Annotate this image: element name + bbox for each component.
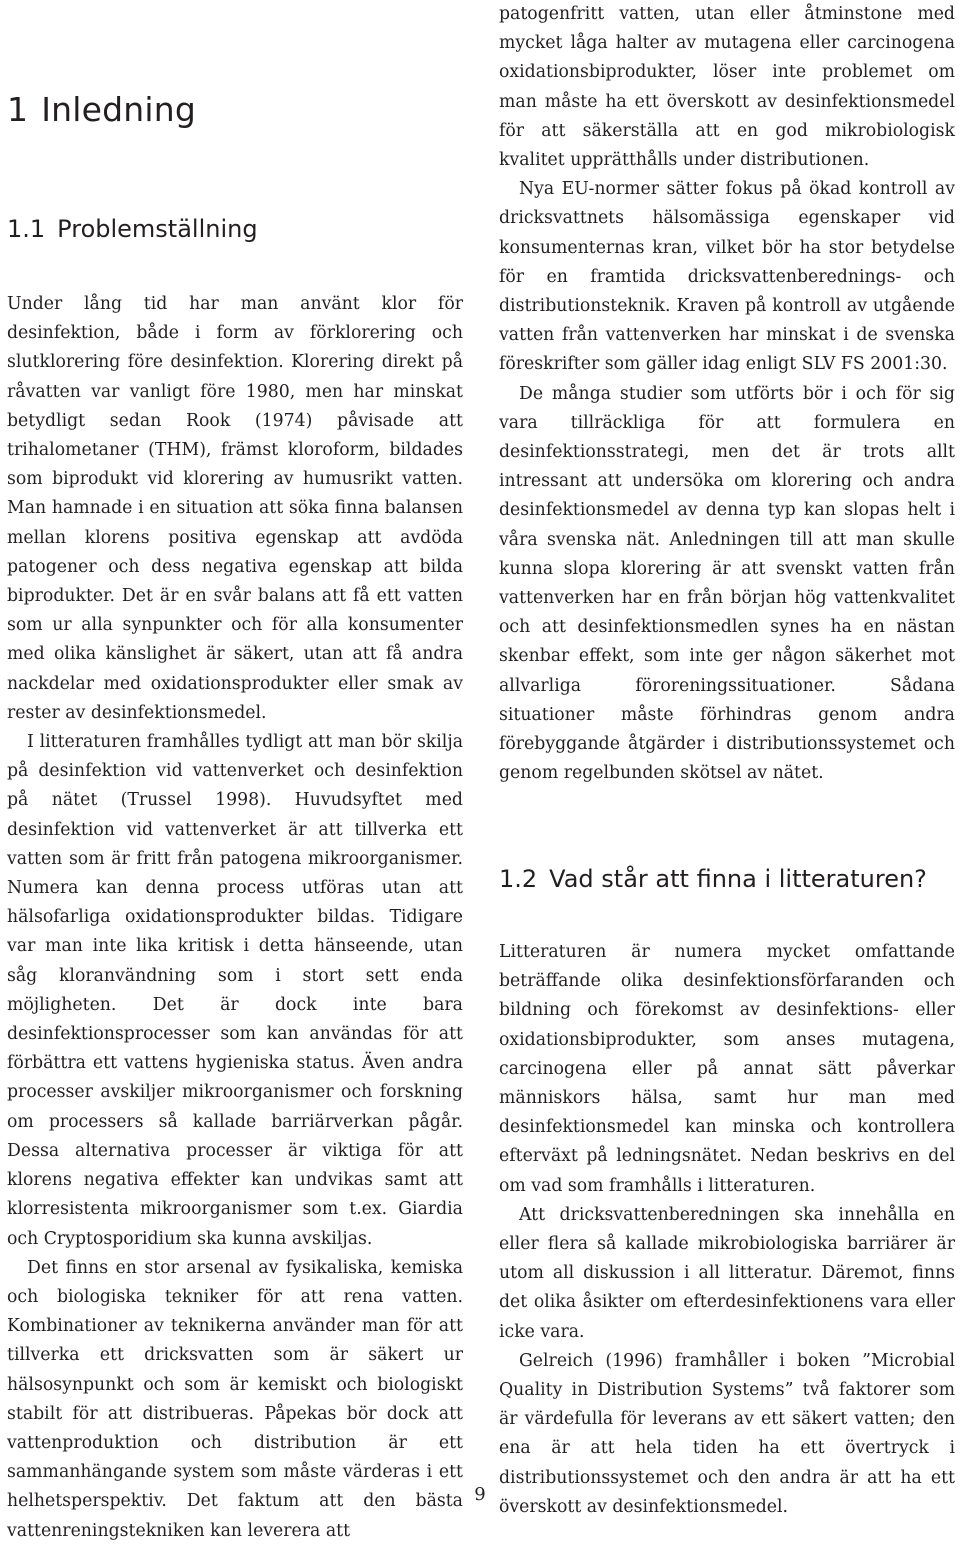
section-title: Problemställning — [57, 215, 258, 243]
body-paragraph: Litteraturen är numera mycket omfattande beträffande olika desinfektionsförfaranden och bildning och förekomst av desinfektions- eller oxidationsbiprodukter, som anses mutagena, carcinogena eller på annat sätt påverkar människors hälsa, samt hur man med desinfektionsmedel kan minska och kontrollera efterväxt på ledningsnätet. Nedan beskrivs en del om vad som framhålls i litteraturen. — [499, 942, 955, 1196]
body-paragraph: Det finns en stor arsenal av fysikaliska, kemiska och biologiska tekniker för att rena vatten. Kombinationer av teknikerna använder man för att tillverka ett dricksvatten som är säkert ur hälsosynpunkt och som är kemiskt och biologiskt stabilt för att distribueras. Påpekas bör dock att vattenproduktion och distribution är ett sammanhängande system som måste värderas i ett helhetsperspektiv. Det faktum att den bästa vattenreningstekniken kan leverera att — [7, 1257, 463, 1541]
section-title: Vad står att finna i litteraturen? — [549, 865, 927, 893]
section-number: 1.1 — [7, 215, 46, 243]
body-paragraph: Nya EU-normer sätter fokus på ökad kontroll av dricksvattnets hälsomässiga egenskaper vid konsumenternas kran, vilket bör ha stor betydelse för en framtida dricksvattenberednings- och distributionsteknik. Kraven på kontroll av utgående vatten från vattenverken har minskat i de svenska föreskrifter som gäller idag enligt SLV FS 2001:30. — [499, 179, 955, 375]
chapter-heading — [7, 88, 196, 132]
section-heading-problemstallning — [7, 214, 258, 244]
chapter-title: Inledning — [41, 90, 197, 129]
page-number: 9 — [474, 1484, 486, 1505]
section-heading-litteraturen — [499, 864, 927, 894]
left-column-body — [7, 290, 463, 1546]
litteratur-section-body — [499, 938, 955, 1522]
body-paragraph: Gelreich (1996) framhåller i boken ”Microbial Quality in Distribution Systems” två faktorer som är värdefulla för leverans av ett säkert vatten; den ena är att hela tiden ha ett övertryck i distributionssystemet och den andra är att ha ett överskott av desinfektionsmedel. — [499, 1350, 955, 1517]
section-number: 1.2 — [499, 865, 538, 893]
body-paragraph: Att dricksvattenberedningen ska innehålla en eller flera så kallade mikrobiologiska barriärer är utom all diskussion i all litteratur. Däremot, finns det olika åsikter om efterdesinfektionens vara eller icke vara. — [499, 1204, 955, 1342]
right-column-body — [499, 0, 955, 788]
body-paragraph: Under lång tid har man använt klor för desinfektion, både i form av förklorering och slutklorering före desinfektion. Klorering direkt på råvatten var vanligt före 1980, men har minskat betydligt sedan Rook (1974) påvisade att trihalometaner (THM), främst kloroform, bildades som biprodukt vid klorering av humusrikt vatten. Man hamnade i en situation att söka finna balansen mellan klorens positiva egenskap att avdöda patogener och dess negativa egenskap att bilda biprodukter. Det är en svår balans att få ett vatten som ur alla synpunkter och för alla konsumenter med olika känslighet är säkert, utan att få andra nackdelar med oxidationsprodukter eller smak av rester av desinfektionsmedel. — [7, 294, 463, 723]
body-paragraph: De många studier som utförts bör i och för sig vara tillräckliga för att formulera en desinfektionsstrategi, men det är trots allt intressant att undersöka om klorering och andra desinfektionsmedel av denna typ kan slopas helt i våra svenska nät. Anledningen till att man skulle kunna slopa klorering är att svenskt vatten från vattenverken har en från början hög vattenkvalitet och att desinfektionsmedlen synes ha en nästan skenbar effekt, som inte ger någon säkerhet mot allvarliga föroreningssituationer. Sådana situationer måste förhindras genom andra förebyggande åtgärder i distributionssystemet och genom regelbunden skötsel av nätet. — [499, 383, 955, 784]
chapter-number: 1 — [7, 90, 29, 129]
body-paragraph: patogenfritt vatten, utan eller åtminstone med mycket låga halter av mutagena eller carcinogena oxidationsbiprodukter, löser inte problemet om man måste ha ett överskott av desinfektionsmedel för att säkerställa att en god mikrobiologisk kvalitet upprätthålls under distributionen. — [499, 4, 955, 171]
body-paragraph: I litteraturen framhålles tydligt att man bör skilja på desinfektion vid vattenverket och desinfektion på nätet (Trussel 1998). Huvudsyftet med desinfektion vid vattenverket är att tillverka ett vatten som är fritt från patogena mikroorganismer. Numera kan denna process utföras utan att hälsofarliga oxidationsprodukter bildas. Tidigare var man inte lika kritisk i detta hänseende, utan såg kloranvändning som i stort sett enda möjligheten. Det är dock inte bara desinfektionsprocesser som kan användas för att förbättra ett vattens hygieniska status. Även andra processer avskiljer mikroorganismer och forskning om processers så kallade barriärverkan pågår. Dessa alternativa processer är viktiga för att klorens negativa effekter kan undvikas samt att klorresistenta mikroorganismer som t.ex. Giardia och Cryptosporidium ska kunna avskiljas. — [7, 732, 463, 1249]
